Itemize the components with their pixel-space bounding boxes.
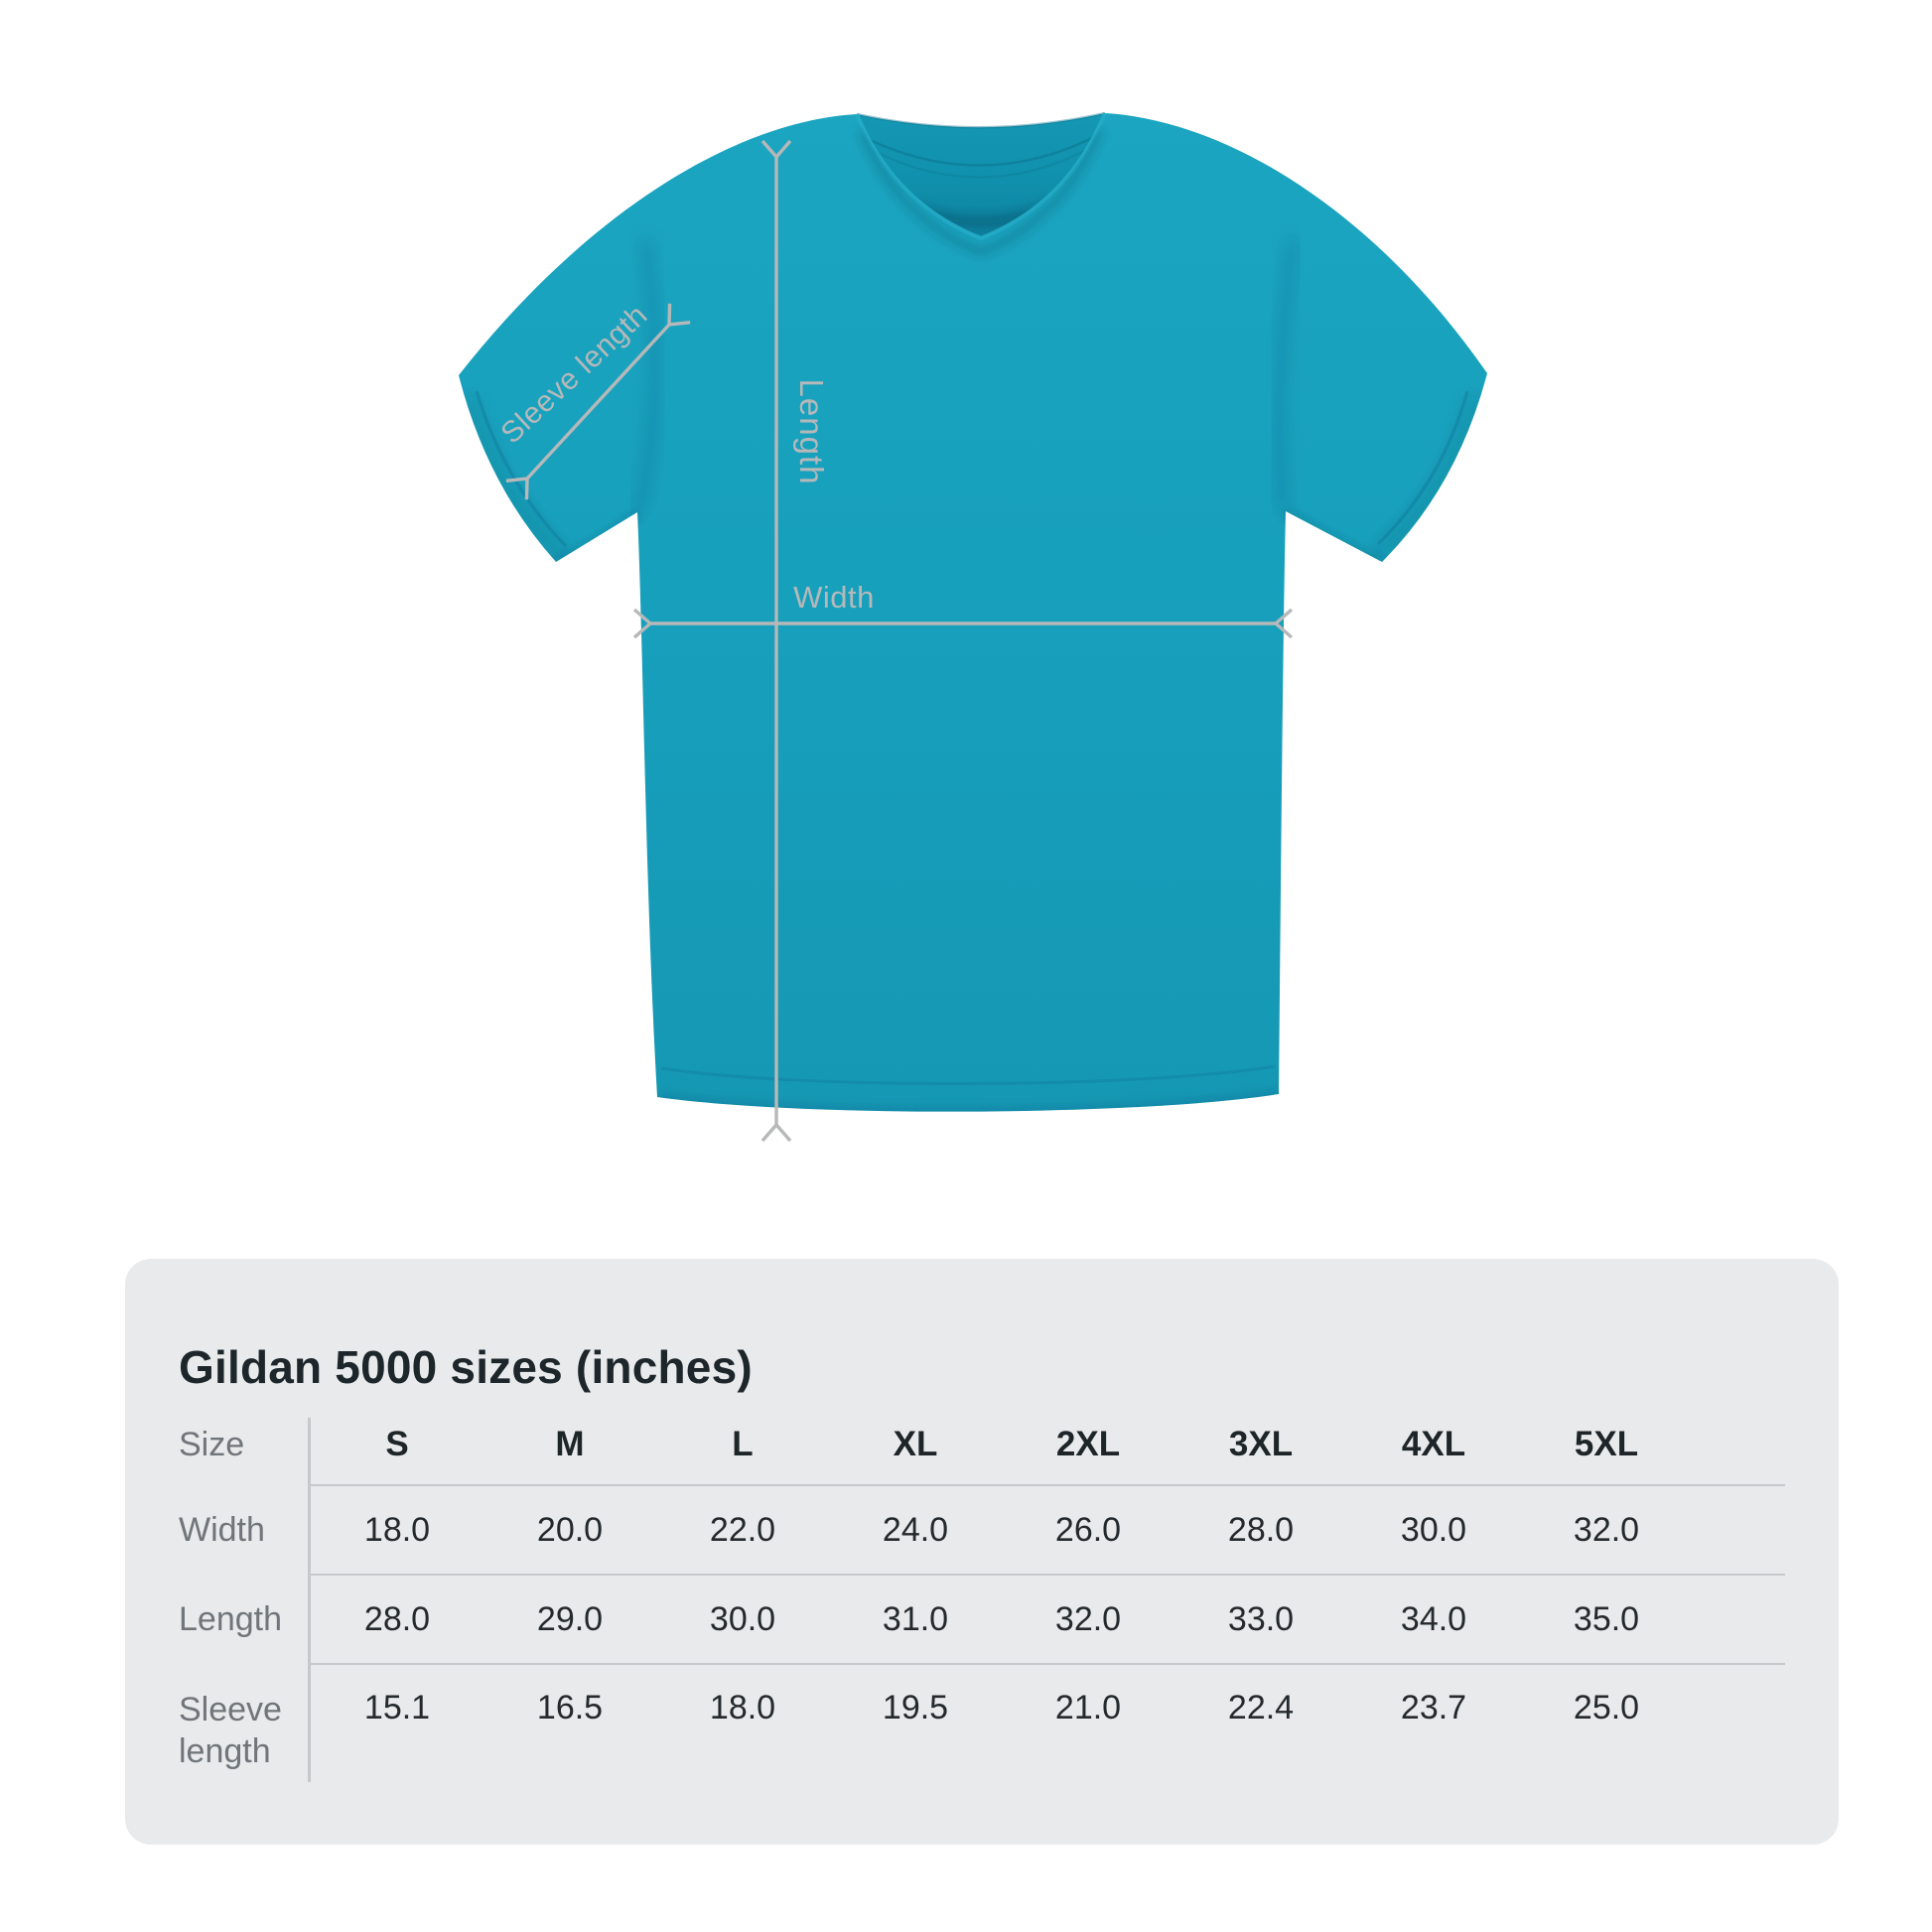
sleeve-length-label: Sleeve length xyxy=(494,298,654,451)
table-cell: 35.0 xyxy=(1573,1599,1640,1638)
table-cell: 20.0 xyxy=(536,1510,604,1549)
column-header-4xl: 4XL xyxy=(1401,1425,1466,1464)
table-cell: 29.0 xyxy=(536,1599,604,1638)
table-cell: 15.1 xyxy=(363,1689,431,1727)
table-row-sleeve-length xyxy=(179,1665,1785,1845)
table-row-width xyxy=(179,1486,1785,1574)
table-title: Gildan 5000 sizes (inches) xyxy=(179,1341,753,1393)
size-table xyxy=(179,1405,1785,1845)
table-cell: 16.5 xyxy=(536,1689,604,1727)
table-cell: 30.0 xyxy=(709,1599,776,1638)
row-label-sleeve-length: Sleeve length xyxy=(179,1691,282,1771)
table-row-length xyxy=(179,1576,1785,1663)
row-label-width: Width xyxy=(179,1511,265,1550)
column-divider xyxy=(308,1418,311,1782)
table-cell: 33.0 xyxy=(1227,1599,1295,1638)
table-cell: 19.5 xyxy=(882,1689,949,1727)
column-header-2xl: 2XL xyxy=(1055,1425,1121,1464)
table-cell: 32.0 xyxy=(1573,1510,1640,1549)
table-cell: 22.4 xyxy=(1227,1689,1295,1727)
table-cell: 28.0 xyxy=(363,1599,431,1638)
table-cell: 25.0 xyxy=(1573,1689,1640,1727)
table-cell: 34.0 xyxy=(1400,1599,1467,1638)
table-cell: 31.0 xyxy=(882,1599,949,1638)
column-header-xl: XL xyxy=(893,1425,938,1464)
row-label-length: Length xyxy=(179,1600,282,1639)
table-cell: 21.0 xyxy=(1054,1689,1122,1727)
width-label: Width xyxy=(793,580,875,615)
tshirt-body xyxy=(459,113,1487,1112)
table-cell: 18.0 xyxy=(709,1689,776,1727)
table-header-row xyxy=(179,1405,1785,1484)
length-label: Length xyxy=(793,378,830,485)
column-header-m: M xyxy=(555,1425,585,1464)
table-cell: 23.7 xyxy=(1400,1689,1467,1727)
table-cell: 30.0 xyxy=(1400,1510,1467,1549)
table-cell: 32.0 xyxy=(1054,1599,1122,1638)
column-header-l: L xyxy=(732,1425,754,1464)
column-header-5xl: 5XL xyxy=(1574,1425,1639,1464)
tshirt-illustration xyxy=(459,113,1487,1112)
column-header-3xl: 3XL xyxy=(1228,1425,1294,1464)
table-cell: 22.0 xyxy=(709,1510,776,1549)
table-cell: 18.0 xyxy=(363,1510,431,1549)
column-header-s: S xyxy=(385,1425,409,1464)
size-table-panel xyxy=(125,1259,1839,1845)
table-cell: 24.0 xyxy=(882,1510,949,1549)
size-column-label: Size xyxy=(179,1426,245,1464)
table-cell: 26.0 xyxy=(1054,1510,1122,1549)
table-cell: 28.0 xyxy=(1227,1510,1295,1549)
